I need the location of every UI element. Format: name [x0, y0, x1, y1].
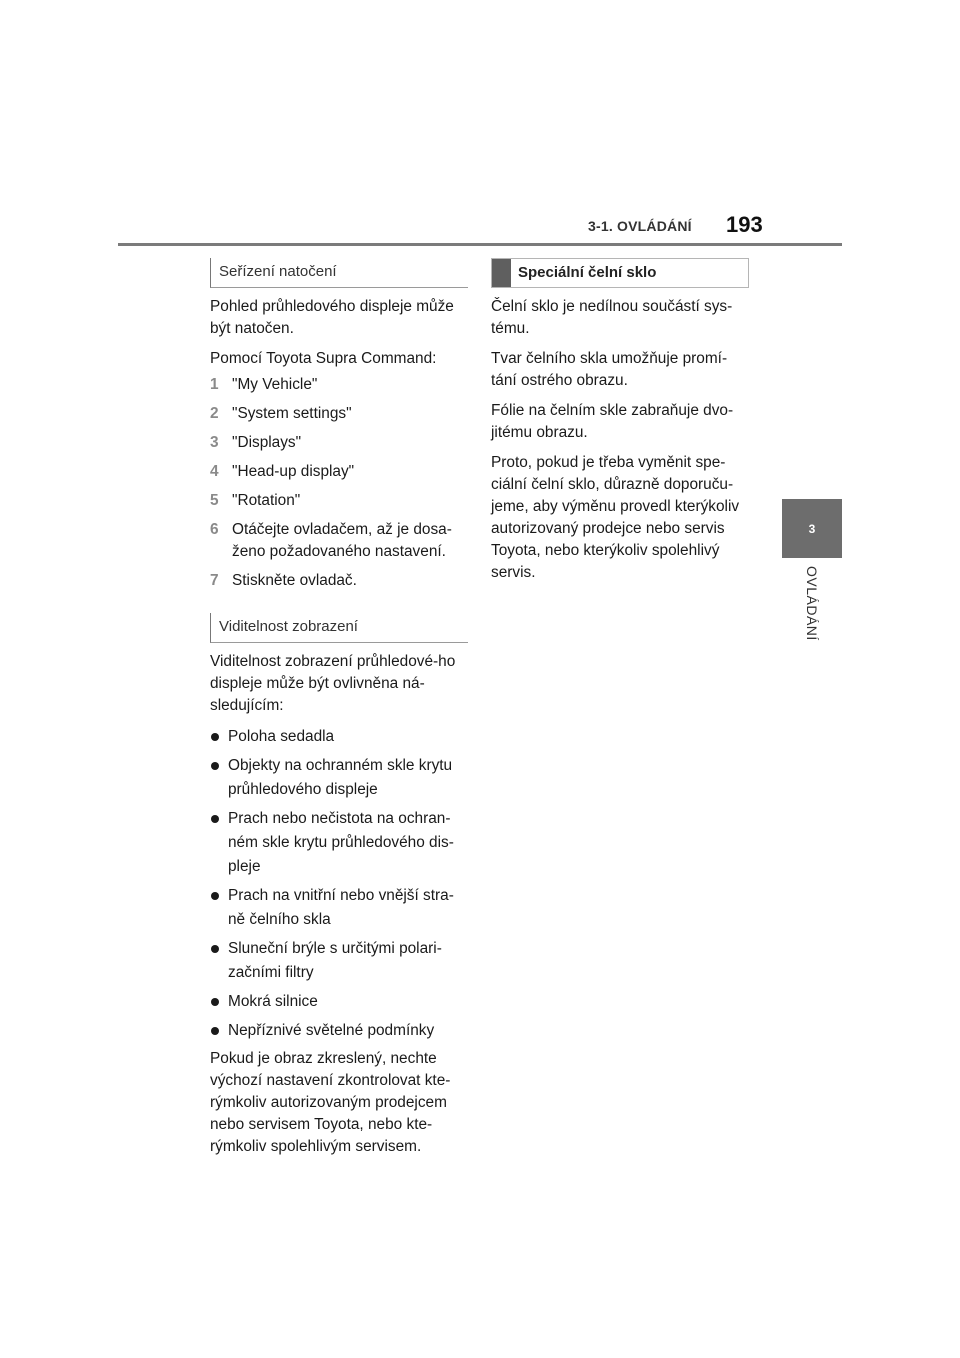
special-paragraph: Fólie na čelním skle zabraňuje dvo-jitému obrazu. [491, 402, 734, 441]
section-title: 3-1. OVLÁDÁNÍ [588, 218, 692, 234]
rotation-heading: Seřízení natočení [219, 263, 337, 280]
step-number: 4 [210, 463, 219, 480]
bullet-icon [211, 945, 219, 953]
step-text: Otáčejte ovladačem, až je dosa-ženo požadovaného nastavení. [232, 521, 452, 560]
section-gap [210, 599, 468, 613]
visibility-intro: Viditelnost zobrazení průhledové-ho displeje může být ovlivněna ná-sledujícím: [210, 653, 456, 714]
special-paragraph: Proto, pokud je třeba vyměnit spe-ciální čelní sklo, důrazně doporuču-jeme, aby výměnu provedl kterýkoliv autorizovaný prodejce nebo servis Toyota, nebo kterýkoliv spolehlivý servis. [491, 454, 740, 581]
page-number: 193 [726, 212, 763, 237]
list-item-text: Prach nebo nečistota na ochran-ném skle krytu průhledového dis-pleje [228, 810, 454, 875]
rotation-intro: Pohled průhledového displeje může být natočen. [210, 298, 454, 337]
list-item-text: Mokrá silnice [228, 993, 318, 1010]
list-item [210, 807, 468, 879]
bullet-icon [211, 998, 219, 1006]
list-item [210, 725, 468, 749]
list-item [210, 990, 468, 1014]
step-item [210, 570, 468, 592]
heading-stripe [492, 259, 511, 287]
rotation-heading-box [210, 258, 468, 288]
step-number: 3 [210, 434, 219, 451]
list-item [210, 884, 468, 932]
step-number: 2 [210, 405, 219, 422]
header-rule [118, 243, 842, 246]
step-item [210, 403, 468, 425]
special-paragraph: Čelní sklo je nedílnou součástí sys-tému. [491, 298, 733, 337]
step-item [210, 490, 468, 512]
step-number: 1 [210, 376, 219, 393]
step-text: "Displays" [232, 434, 302, 451]
list-item-text: Sluneční brýle s určitými polari-začními filtry [228, 940, 442, 981]
rotation-lead: Pomocí Toyota Supra Command: [210, 350, 437, 367]
step-number: 7 [210, 572, 219, 589]
step-text: "Head-up display" [232, 463, 355, 480]
special-heading-box [491, 258, 749, 288]
step-text: Stiskněte ovladač. [232, 572, 357, 589]
chapter-tab-label: OVLÁDÁNÍ [804, 566, 820, 641]
step-item [210, 461, 468, 483]
bullet-icon [211, 892, 219, 900]
special-paragraph: Tvar čelního skla umožňuje promí-tání ostrého obrazu. [491, 350, 728, 389]
list-item-text: Poloha sedadla [228, 728, 335, 745]
special-heading: Speciální čelní sklo [518, 264, 657, 281]
bullet-icon [211, 815, 219, 823]
chapter-tab-blank [782, 247, 842, 499]
step-item [210, 432, 468, 454]
step-text: "My Vehicle" [232, 376, 318, 393]
step-text: "Rotation" [232, 492, 301, 509]
step-item [210, 374, 468, 396]
bullet-icon [211, 1027, 219, 1035]
right-column [491, 258, 749, 592]
list-item [210, 754, 468, 802]
visibility-heading-box [210, 613, 468, 643]
chapter-tab-number: 3 [782, 499, 842, 558]
step-number: 6 [210, 521, 219, 538]
list-item [210, 1019, 468, 1043]
visibility-heading: Viditelnost zobrazení [219, 618, 358, 635]
left-column [210, 258, 468, 1166]
list-item-text: Nepříznivé světelné podmínky [228, 1022, 435, 1039]
list-item-text: Objekty na ochranném skle krytu průhledového displeje [228, 757, 453, 798]
step-item [210, 519, 468, 563]
bullet-icon [211, 733, 219, 741]
step-text: "System settings" [232, 405, 352, 422]
visibility-closing: Pokud je obraz zkreslený, nechte výchozí nastavení zkontrolovat kte-rýmkoliv autorizovaným prodejcem nebo servisem Toyota, nebo kte-rýmkoliv spolehlivým servisem. [210, 1050, 451, 1155]
step-number: 5 [210, 492, 219, 509]
list-item-text: Prach na vnitřní nebo vnější stra-ně čelního skla [228, 887, 454, 928]
list-item [210, 937, 468, 985]
bullet-icon [211, 762, 219, 770]
